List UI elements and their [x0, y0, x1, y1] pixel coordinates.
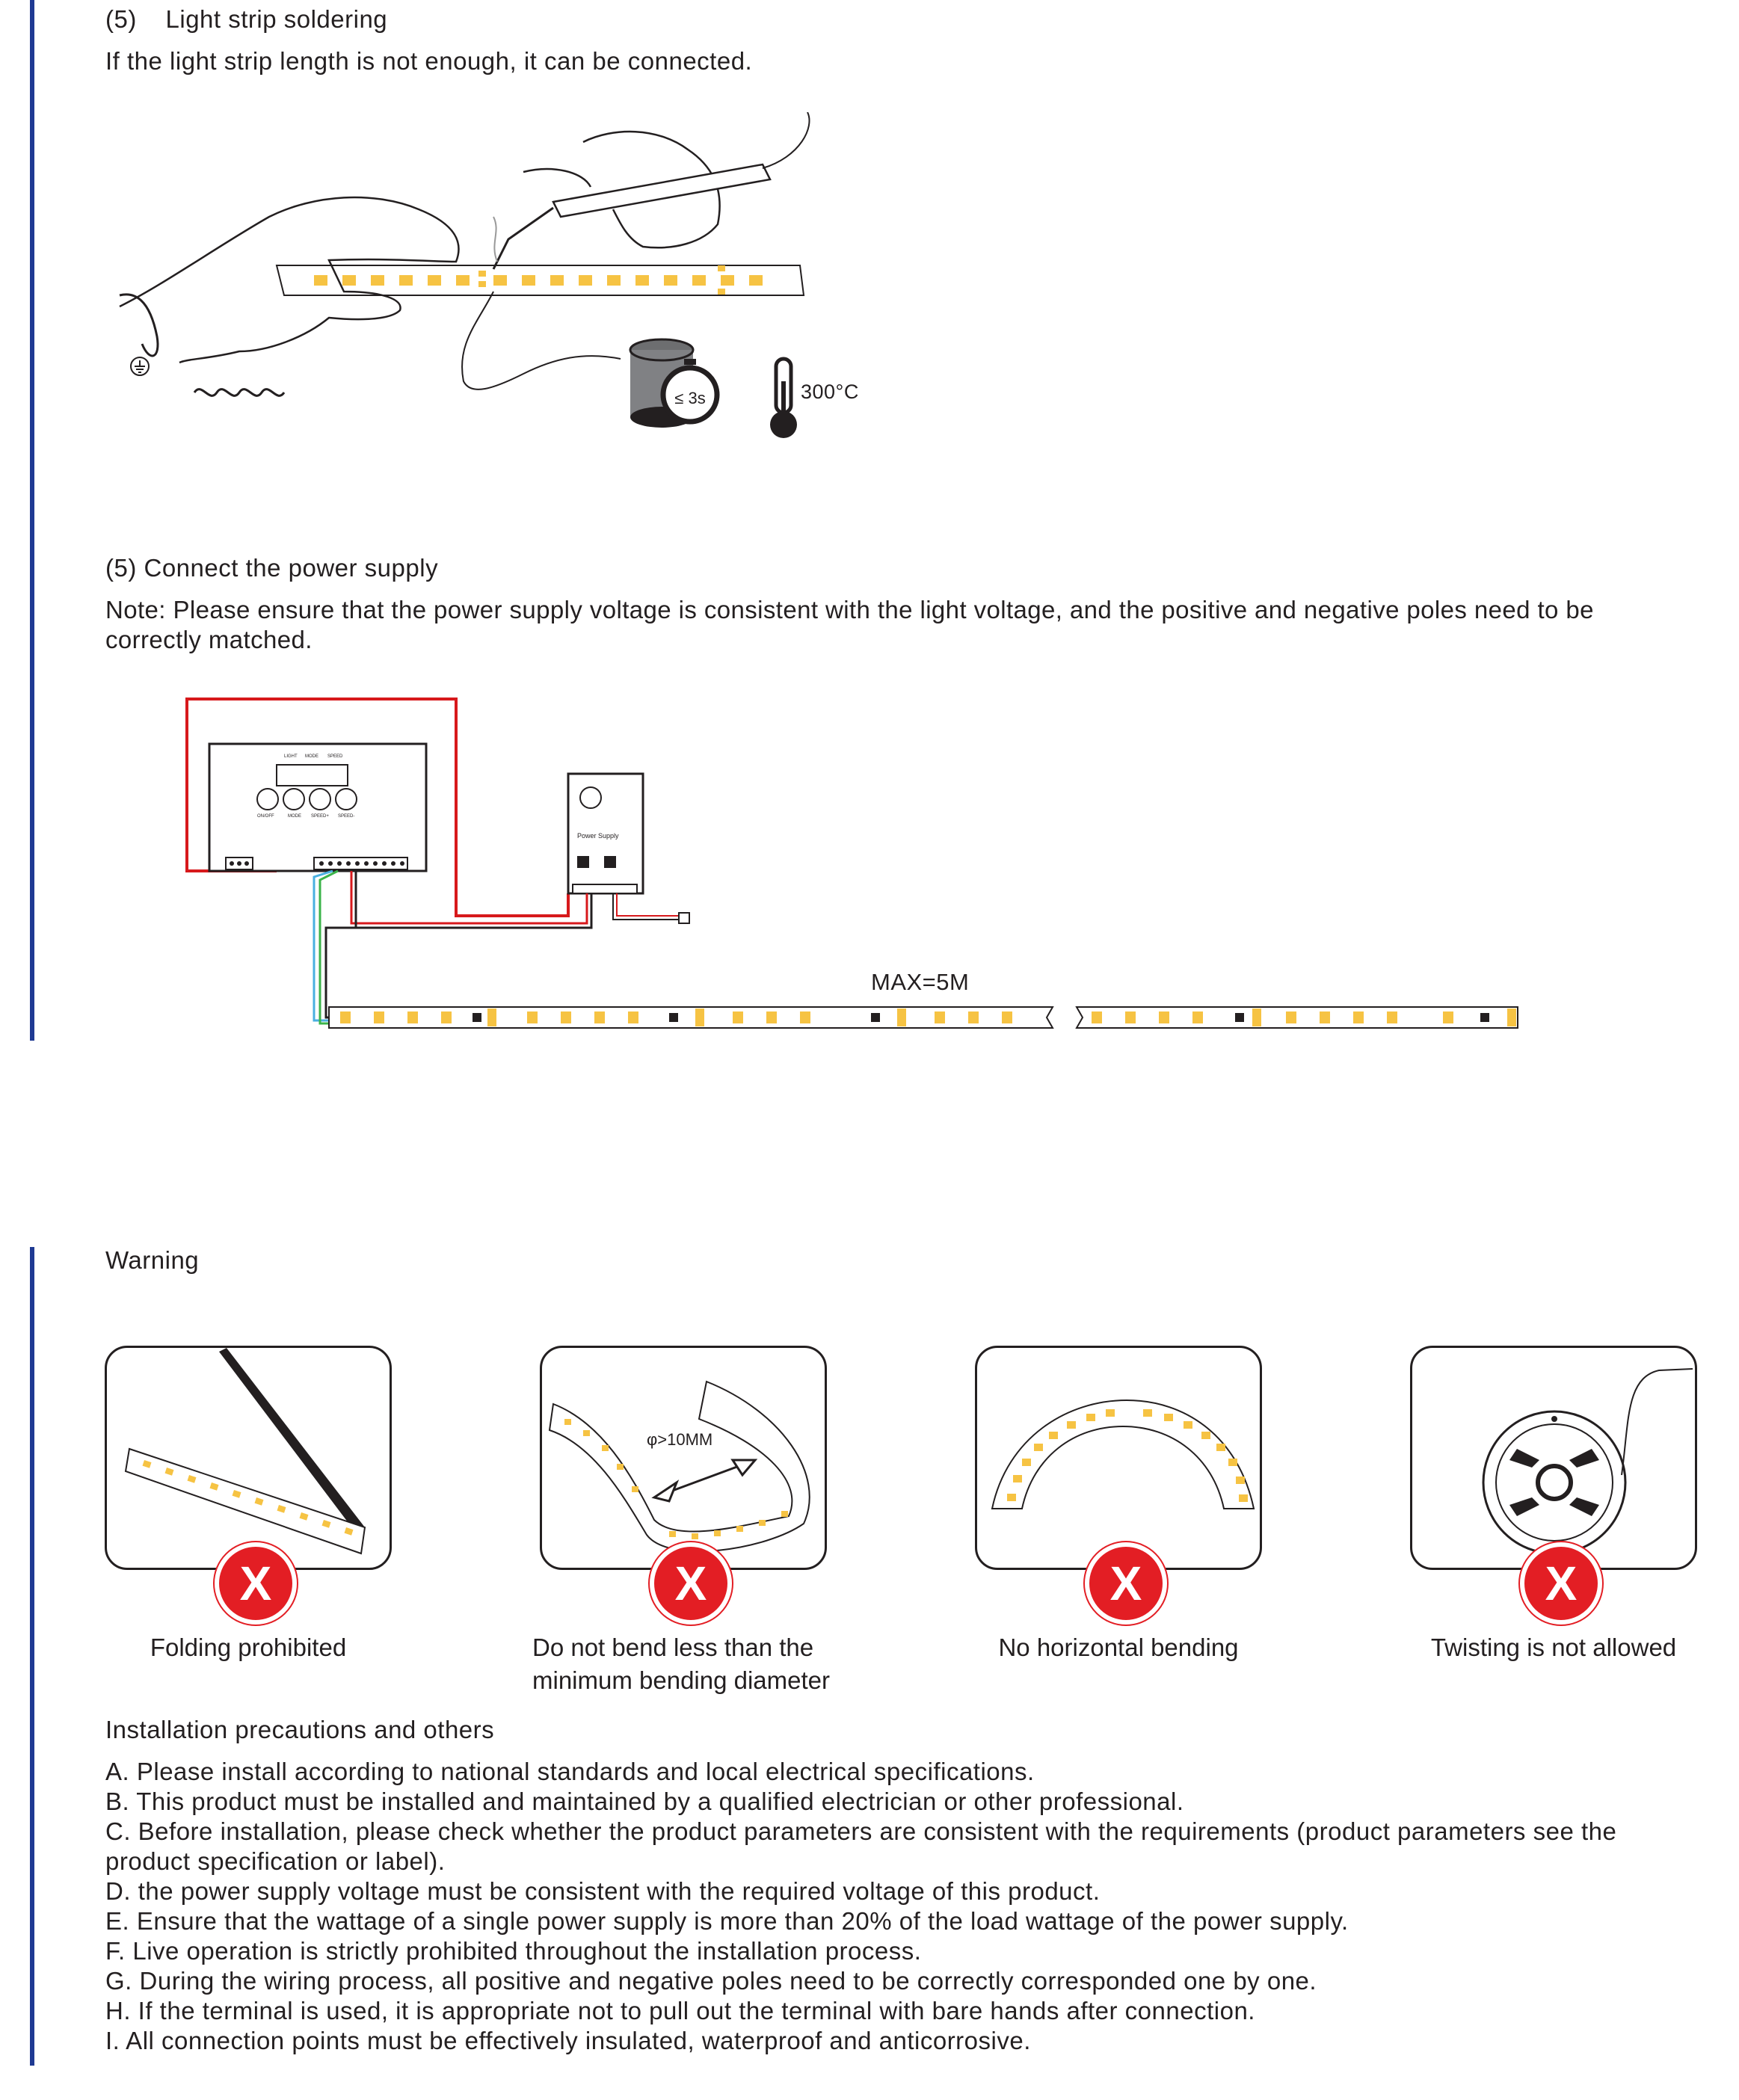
warning-card-folding	[105, 1346, 392, 1570]
bend-diameter-label: φ>10MM	[647, 1430, 713, 1449]
warning-card-bending-diameter	[540, 1346, 827, 1570]
prohibited-x-icon-3: X	[1085, 1542, 1167, 1625]
precaution-item: H. If the terminal is used, it is appropriate not to pull out the terminal with bare hands after connection.	[105, 1997, 1255, 2024]
controller-button-label-2: MODE	[288, 814, 301, 819]
precaution-item: G. During the wiring process, all positive and negative poles need to be correctly corresponded one by one.	[105, 1967, 1317, 1995]
precaution-item: E. Ensure that the wattage of a single power supply is more than 20% of the load wattage of the power supply.	[105, 1907, 1349, 1935]
strip-reel-drawing	[1412, 1348, 1699, 1572]
section-accent-bar-top	[30, 0, 34, 1041]
bent-strip-drawing	[542, 1348, 829, 1572]
power-section-title: (5) Connect the power supply	[105, 554, 439, 582]
power-section-note: Note: Please ensure that the power supply voltage is consistent with the light voltage, and the positive and negative poles need to be correctly matched.	[105, 596, 1594, 653]
precautions-list	[105, 1757, 1690, 2056]
solder-temperature-label: 300°C	[801, 381, 859, 403]
wiring-diagram	[179, 692, 1525, 1043]
wrist-strap-coil	[194, 389, 284, 396]
warning-caption-bending-diameter: Do not bend less than the minimum bending diameter	[532, 1633, 831, 1694]
light-strip-drawing	[277, 265, 804, 295]
controller-button-label-3: SPEED+	[311, 814, 329, 819]
warning-title: Warning	[105, 1246, 200, 1274]
soldering-section-description: If the light strip length is not enough, it can be connected.	[105, 47, 753, 75]
led-strip-segment-right	[1077, 1007, 1518, 1028]
precaution-item: A. Please install according to national standards and local electrical specifications.	[105, 1758, 1035, 1785]
warning-card-twisting	[1410, 1346, 1697, 1570]
power-supply-unit	[568, 774, 643, 893]
controller-unit	[209, 744, 426, 871]
prohibited-x-icon-2: X	[650, 1542, 732, 1625]
controller-button-label-4: SPEED-	[338, 814, 355, 819]
controller-button-label-1: ON/OFF	[257, 814, 274, 819]
soldering-illustration	[105, 112, 867, 449]
precautions-title: Installation precautions and others	[105, 1716, 495, 1743]
controller-top-label-2: MODE	[305, 754, 318, 759]
soldering-section-title: (5) Light strip soldering	[105, 5, 388, 33]
controller-top-label-1: LIGHT	[284, 754, 298, 759]
warning-caption-horizontal-bending: No horizontal bending	[998, 1633, 1239, 1661]
precaution-item: B. This product must be installed and maintained by a qualified electrician or other professional.	[105, 1788, 1184, 1815]
prohibited-x-icon-1: X	[215, 1542, 297, 1625]
controller-top-label-3: SPEED	[327, 754, 343, 759]
led-strip-segment-left	[329, 1007, 1053, 1028]
thermometer-icon	[770, 359, 797, 438]
soldering-iron-drawing	[553, 164, 770, 217]
section-accent-bar-bottom	[30, 1247, 34, 2066]
warning-caption-twisting: Twisting is not allowed	[1430, 1633, 1677, 1661]
solder-time-label: ≤ 3s	[674, 389, 706, 407]
folded-strip-drawing	[107, 1348, 394, 1572]
power-supply-label: Power Supply	[577, 832, 619, 840]
warning-caption-folding: Folding prohibited	[150, 1633, 347, 1661]
max-length-label: MAX=5M	[871, 969, 970, 995]
precaution-item: D. the power supply voltage must be consistent with the required voltage of this product.	[105, 1877, 1101, 1905]
precaution-item: C. Before installation, please check whether the product parameters are consistent with the requirements (product parameters see the product specification or label).	[105, 1817, 1617, 1875]
prohibited-x-icon-4: X	[1520, 1542, 1602, 1625]
arched-strip-drawing	[977, 1348, 1264, 1572]
warning-card-horizontal-bending	[975, 1346, 1262, 1570]
precaution-item: F. Live operation is strictly prohibited throughout the installation process.	[105, 1937, 922, 1965]
precaution-item: I. All connection points must be effectively insulated, waterproof and anticorrosive.	[105, 2027, 1031, 2054]
